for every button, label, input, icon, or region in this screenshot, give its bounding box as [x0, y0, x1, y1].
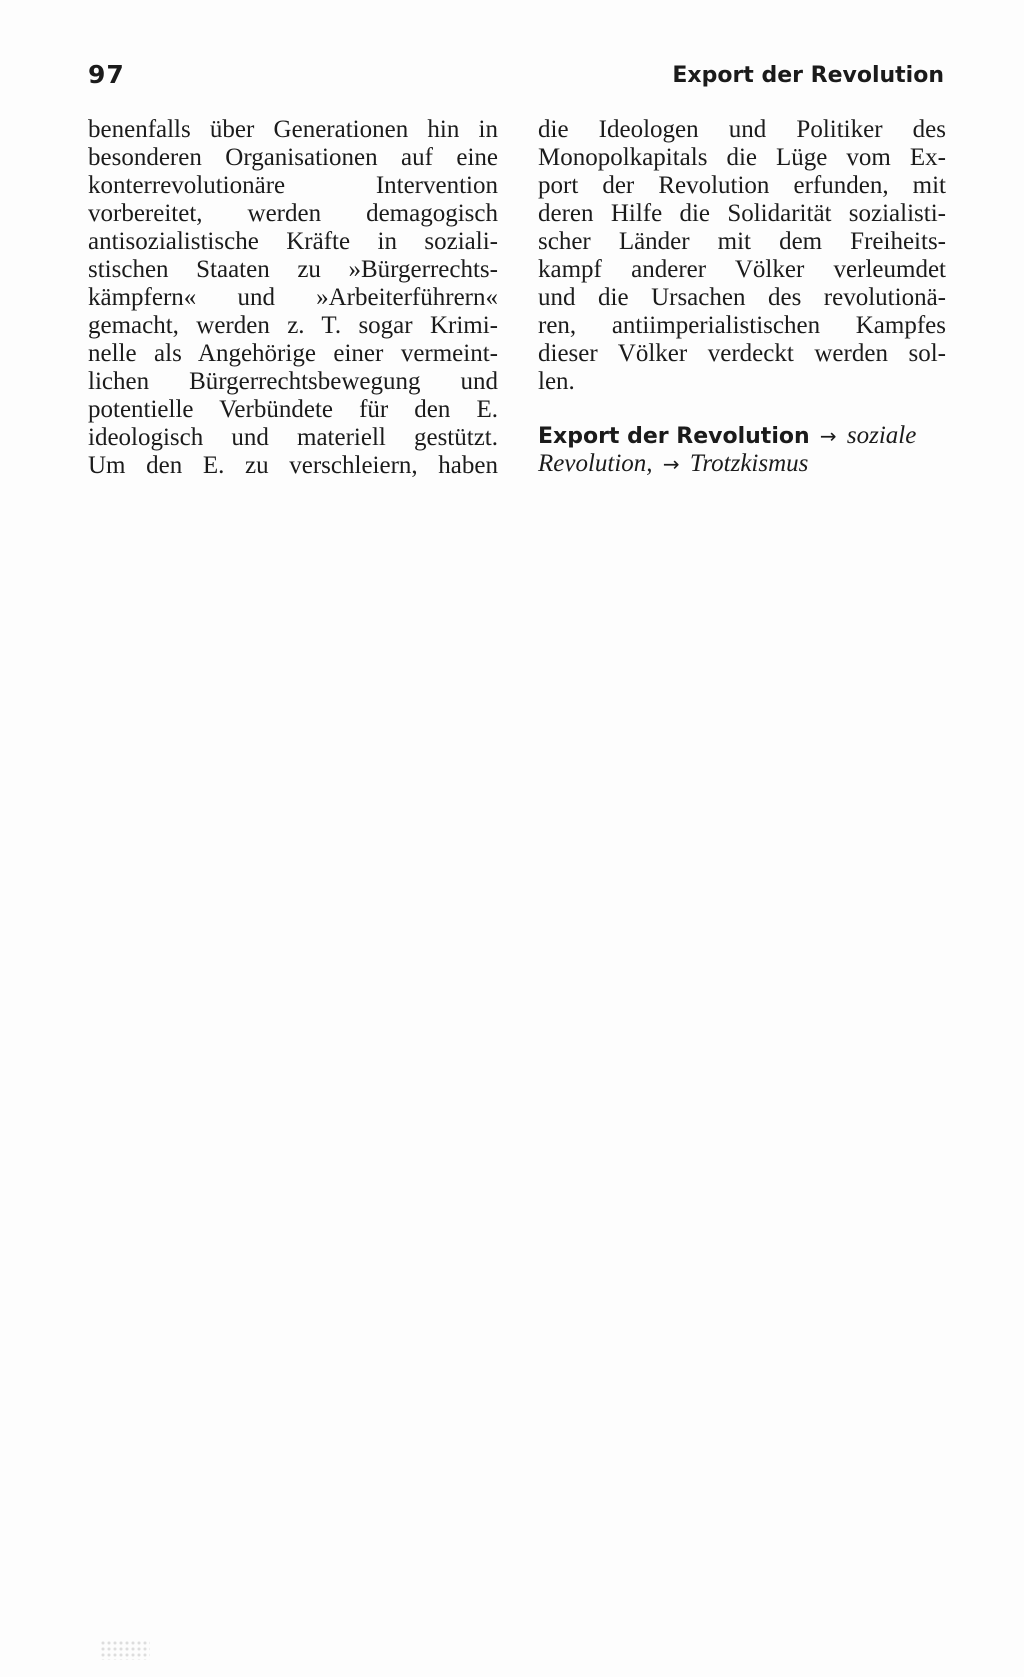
running-head: Export der Revolution [672, 63, 944, 88]
print-speckle [100, 1640, 150, 1660]
text-line: antisozialistische Kräfte in soziali- [88, 228, 498, 255]
text-line: scher Länder mit dem Freiheits- [538, 228, 946, 255]
text-line: lichen Bürgerrechtsbewegung und [88, 368, 498, 395]
text-line: port der Revolution erfunden, mit [538, 172, 946, 199]
text-line: besonderen Organisationen auf eine [88, 144, 498, 171]
text-line: len. [538, 368, 575, 395]
text-line: die Ideologen und Politiker des [538, 116, 946, 143]
text-line: ideologisch und materiell gestützt. [88, 424, 498, 451]
cross-reference[interactable]: soziale [846, 422, 917, 449]
cross-reference-arrow: → [819, 424, 837, 448]
cross-reference[interactable]: Revolution, [538, 450, 653, 477]
text-line: konterrevolutionäre Intervention [88, 172, 498, 199]
cross-reference[interactable]: Trotzkismus [689, 450, 809, 477]
text-line: und die Ursachen des revolutionä- [538, 284, 946, 311]
text-line: kampf anderer Völker verleumdet [538, 256, 946, 283]
text-line: nelle als Angehörige einer vermeint- [88, 340, 498, 367]
text-line: Um den E. zu verschleiern, haben [88, 452, 498, 479]
dictionary-entry [538, 422, 946, 478]
page-number: 97 [88, 60, 125, 89]
text-line: potentielle Verbündete für den E. [88, 396, 498, 423]
entry-line [538, 450, 946, 478]
text-line: Monopolkapitals die Lüge vom Ex- [538, 144, 946, 171]
text-line: gemacht, werden z. T. sogar Krimi- [88, 312, 498, 339]
entry-line [538, 422, 946, 450]
entry-headword: Export der Revolution [538, 424, 810, 449]
text-line: kämpfern« und »Arbeiterführern« [88, 284, 498, 311]
text-line: ren, antiimperialistischen Kampfes [538, 312, 946, 339]
text-line: dieser Völker verdeckt werden sol- [538, 340, 946, 367]
left-column [88, 116, 498, 480]
text-line: stischen Staaten zu »Bürgerrechts- [88, 256, 498, 283]
right-column [538, 116, 946, 478]
text-line: vorbereitet, werden demagogisch [88, 200, 498, 227]
text-line: benenfalls über Generationen hin in [88, 116, 498, 143]
cross-reference-arrow: → [662, 452, 680, 476]
text-line: deren Hilfe die Solidarität sozialisti- [538, 200, 946, 227]
